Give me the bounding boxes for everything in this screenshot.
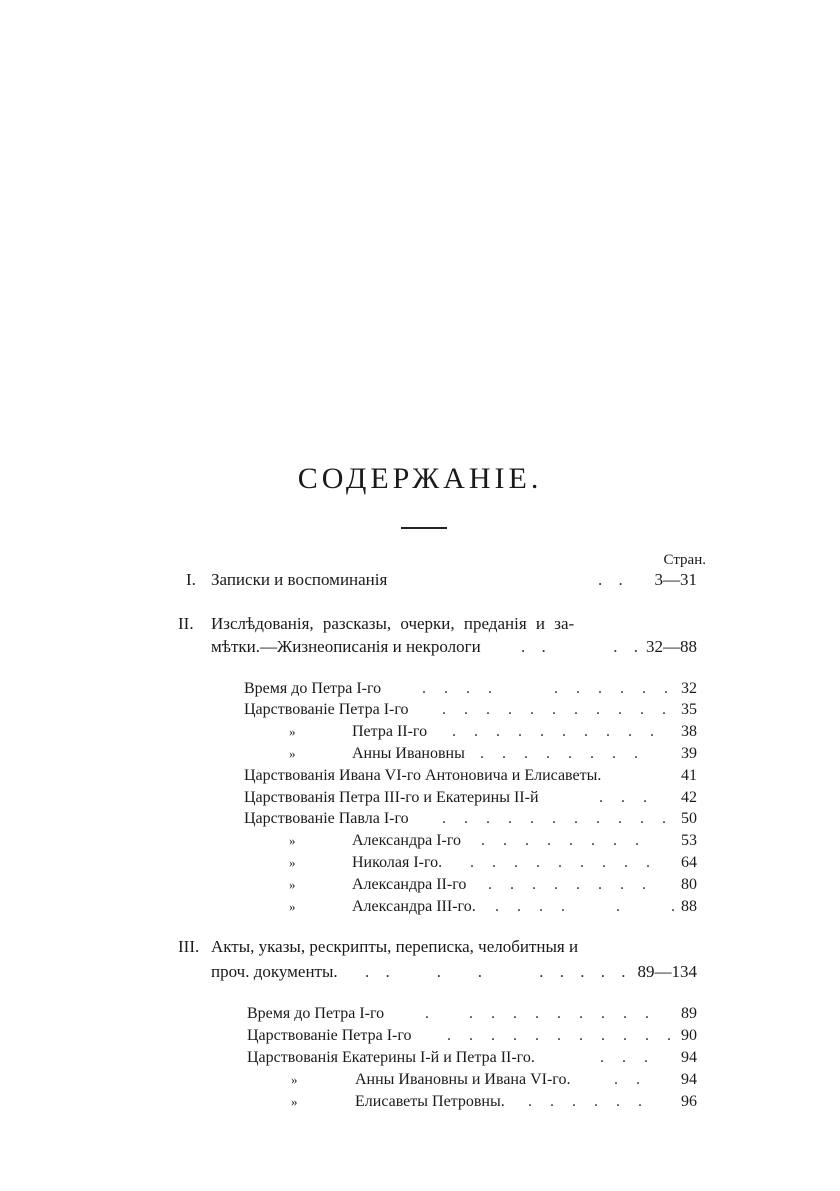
ditto-mark: »: [289, 724, 296, 739]
entry-dots: . . .: [600, 1049, 655, 1066]
entry-label: Царствованія Петра III-го и Екатерины II-й: [244, 789, 539, 806]
section-number: III.: [178, 937, 200, 956]
section-pages: 32—88: [646, 637, 697, 656]
section-pages: 3—31: [654, 570, 697, 589]
entry-page: 96: [681, 1093, 697, 1110]
entry-label: Царствованіе Петра I-го: [247, 1027, 412, 1044]
entry-dots: . . . . . .: [528, 1093, 649, 1110]
section-title-line1: Акты, указы, рескрипты, переписка, челобитныя и: [211, 937, 579, 956]
entry-label: Александра III-го.: [352, 898, 476, 915]
entry-label: Царствованіе Павла I-го: [244, 810, 409, 827]
entry-page: 41: [681, 767, 697, 784]
entry-page: 64: [681, 854, 697, 871]
entry-page: 53: [681, 832, 697, 849]
entry-page: 32: [681, 680, 697, 697]
entry-page: 88: [681, 898, 697, 915]
entry-dots: . . . . . . . . . . .: [442, 701, 673, 718]
ditto-mark: »: [289, 833, 296, 848]
page-title: СОДЕРЖАНІЕ.: [297, 462, 543, 495]
entry-page: 35: [681, 701, 697, 718]
entry-label: Александра II-го: [352, 876, 467, 893]
dot-leader: . .: [598, 570, 629, 589]
entry-label: Александра I-го: [352, 832, 462, 849]
entry-dots: . . . . . . . . . .: [422, 680, 675, 697]
entry-label: Время до Петра I-го: [244, 680, 382, 697]
entry-page: 89: [681, 1005, 697, 1022]
title-rule: [401, 527, 447, 529]
entry-page: 80: [681, 876, 697, 893]
entry-dots: . . . . . . . . . . .: [447, 1027, 678, 1044]
entry-dots: . . . . . . . .: [488, 876, 653, 893]
entry-label: Петра II-го: [352, 723, 428, 740]
ditto-mark: »: [289, 899, 296, 914]
section-title: Записки и воспоминанія: [211, 570, 388, 589]
entry-page: 94: [681, 1071, 697, 1088]
entry-dots: . . . . . . . . . .: [452, 723, 661, 740]
entry-dots: . . . . . . . . .: [470, 854, 657, 871]
section-number: I.: [186, 570, 196, 589]
entry-dots: . .: [614, 1071, 647, 1088]
ditto-mark: »: [289, 877, 296, 892]
entry-dots: . . . . . . . .: [480, 745, 645, 762]
entry-page: 94: [681, 1049, 697, 1066]
entry-label: Николая I-го.: [352, 854, 443, 871]
ditto-mark: »: [289, 746, 296, 761]
entry-label: Царствованія Екатерины I-й и Петра II-го.: [247, 1049, 535, 1066]
entry-label: Время до Петра I-го: [247, 1005, 385, 1022]
ditto-mark: »: [289, 855, 296, 870]
entry-dots: . . . . . . . . . .: [425, 1005, 656, 1022]
section-title-line2: проч. документы.: [211, 962, 338, 981]
section-number: II.: [178, 614, 194, 633]
ditto-mark: »: [291, 1094, 298, 1109]
entry-label: Анны Ивановны: [352, 745, 465, 762]
entry-page: 50: [681, 810, 697, 827]
section-pages: 89—134: [637, 962, 697, 981]
entry-page: 38: [681, 723, 697, 740]
entry-dots: . . .: [599, 789, 654, 806]
entry-label: Царствованія Ивана VI-го Антоновича и Елисаветы.: [244, 767, 602, 784]
entry-label: Елисаветы Петровны.: [355, 1093, 505, 1110]
section-title-line2: мѣтки.—Жизнеописанія и некрологи: [211, 637, 481, 656]
entry-dots: . . . . . . . .: [481, 832, 646, 849]
entry-page: 42: [681, 789, 697, 806]
section-title-line1: Изслѣдованія, разсказы, очерки, преданія и за-: [211, 614, 575, 633]
entry-page: 90: [681, 1027, 697, 1044]
pages-column-header: Стран.: [663, 552, 706, 568]
entry-page: 39: [681, 745, 697, 762]
entry-dots: . . . . . .: [495, 898, 682, 915]
entry-dots: . . . . . . . . . . .: [442, 810, 673, 827]
entry-label: Анны Ивановны и Ивана VI-го.: [355, 1071, 571, 1088]
dot-leader: . . . . . . . . . .: [365, 962, 652, 981]
ditto-mark: »: [291, 1072, 298, 1087]
entry-label: Царствованіе Петра I-го: [244, 701, 409, 718]
dot-leader: . . . .: [521, 637, 644, 656]
